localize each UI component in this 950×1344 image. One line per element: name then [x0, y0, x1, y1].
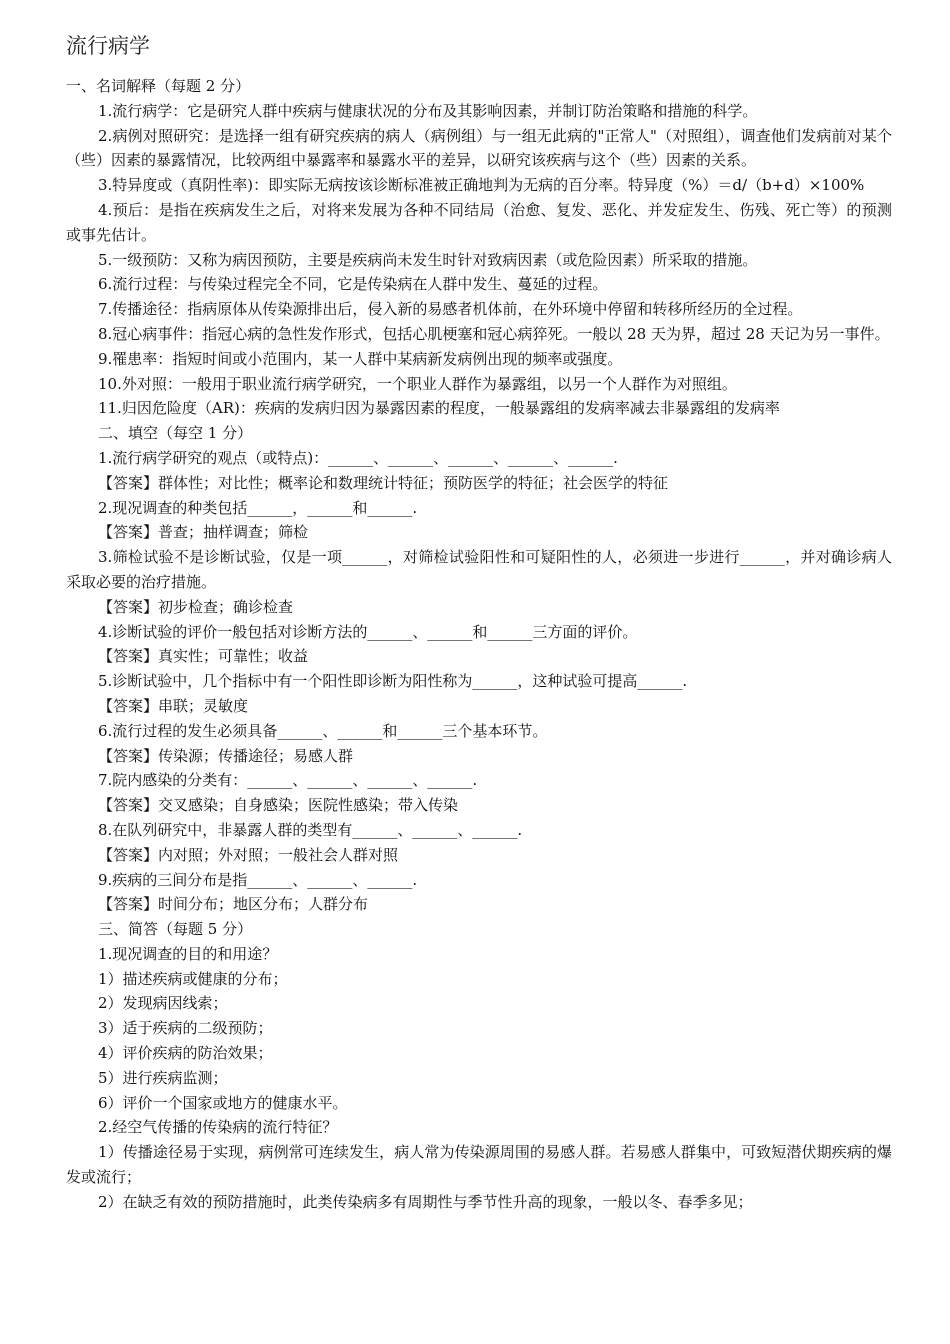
answer-point: 6）评价一个国家或地方的健康水平。	[98, 1093, 348, 1112]
fill-answer: 【答案】群体性；对比性；概率论和数理统计特征；预防医学的特征；社会医学的特征	[98, 473, 669, 492]
fill-answer: 【答案】内对照；外对照；一般社会人群对照	[98, 845, 399, 864]
definition-item: 2.病例对照研究：是选择一组有研究疾病的病人（病例组）与一组无此病的"正常人"（对照组），调查他们发病前对某个（些）因素的暴露情况，比较两组中暴露率和暴露水平的差异，以研究该疾病与这个（些）因素的关系。	[66, 126, 892, 170]
fill-question: 9.疾病的三间分布是指______、______、______.	[98, 870, 418, 889]
fill-answer: 【答案】传染源；传播途径；易感人群	[98, 746, 354, 765]
fill-answer: 【答案】初步检查；确诊检查	[98, 597, 294, 616]
page-title: 流行病学	[66, 34, 150, 58]
document-body	[66, 74, 892, 1215]
answer-point: 5）进行疾病监测；	[98, 1068, 228, 1087]
definition-item: 4.预后：是指在疾病发生之后，对将来发展为各种不同结局（治愈、复发、恶化、并发症发生、伤残、死亡等）的预测或事先估计。	[66, 200, 892, 244]
section-heading: 三、简答（每题 5 分）	[98, 920, 253, 939]
definition-item: 6.流行过程：与传染过程完全不同，它是传染病在人群中发生、蔓延的过程。	[98, 275, 608, 294]
fill-question: 3.筛检试验不是诊断试验，仅是一项______，对筛检试验阳性和可疑阳性的人，必须进一步进行______，并对确诊病人采取必要的治疗措施。	[66, 548, 892, 591]
definition-item: 10.外对照：一般用于职业流行病学研究，一个职业人群作为暴露组，以另一个人群作为对照组。	[98, 374, 737, 393]
fill-answer: 【答案】时间分布；地区分布；人群分布	[98, 895, 369, 914]
answer-point: 2）在缺乏有效的预防措施时，此类传染病多有周期性与季节性升高的现象，一般以冬、春季多见；	[98, 1192, 753, 1211]
answer-point: 1）传播途径易于实现，病例常可连续发生，病人常为传染源周围的易感人群。若易感人群集中，可致短潜伏期疾病的爆发或流行；	[66, 1143, 892, 1187]
fill-question: 7.院内感染的分类有：______、______、______、______.	[98, 771, 478, 790]
definition-item: 3.特异度或（真阴性率)：即实际无病按该诊断标准被正确地判为无病的百分率。特异度（%）＝d/（b+d）×100%	[98, 176, 865, 195]
definition-item: 9.罹患率：指短时间或小范围内，某一人群中某病新发病例出现的频率或强度。	[98, 349, 623, 368]
answer-point: 2）发现病因线索；	[98, 994, 228, 1013]
fill-answer: 【答案】交叉感染；自身感染；医院性感染；带入传染	[98, 796, 459, 815]
definition-item: 7.传播途径：指病原体从传染源排出后，侵入新的易感者机体前，在外环境中停留和转移所经历的全过程。	[98, 300, 803, 319]
answer-point: 1）描述疾病或健康的分布；	[98, 969, 288, 988]
short-question: 2.经空气传播的传染病的流行特征？	[98, 1118, 338, 1137]
definition-item: 1.流行病学：它是研究人群中疾病与健康状况的分布及其影响因素，并制订防治策略和措施的科学。	[98, 101, 758, 120]
fill-answer: 【答案】真实性；可靠性；收益	[98, 647, 309, 666]
fill-answer: 【答案】普查；抽样调查；筛检	[98, 523, 309, 542]
fill-question: 4.诊断试验的评价一般包括对诊断方法的______、______和______三方面的评价。	[98, 622, 638, 641]
definition-item: 5.一级预防：又称为病因预防，主要是疾病尚未发生时针对致病因素（或危险因素）所采取的措施。	[98, 250, 758, 269]
fill-question: 6.流行过程的发生必须具备______、______和______三个基本环节。	[98, 721, 548, 740]
definition-item: 11.归因危险度（AR)：疾病的发病归因为暴露因素的程度，一般暴露组的发病率减去非暴露组的发病率	[98, 399, 780, 418]
section-heading: 一、名词解释（每题 2 分）	[66, 77, 251, 95]
short-question: 1.现况调查的目的和用途？	[98, 944, 278, 963]
fill-question: 5.诊断试验中，几个指标中有一个阳性即诊断为阳性称为______，这种试验可提高______.	[98, 672, 688, 691]
answer-point: 4）评价疾病的防治效果；	[98, 1044, 273, 1063]
fill-question: 8.在队列研究中，非暴露人群的类型有______、______、______.	[98, 820, 523, 839]
fill-question: 1.流行病学研究的观点（或特点)：______、______、______、______、______.	[98, 448, 618, 467]
definition-item: 8.冠心病事件：指冠心病的急性发作形式，包括心肌梗塞和冠心病猝死。一般以 28 天为界，超过 28 天记为另一事件。	[98, 324, 890, 343]
fill-answer: 【答案】串联；灵敏度	[98, 696, 249, 715]
answer-point: 3）适于疾病的二级预防；	[98, 1019, 273, 1038]
section-heading: 二、填空（每空 1 分）	[98, 424, 253, 443]
fill-question: 2.现况调查的种类包括______，______和______.	[98, 498, 418, 517]
